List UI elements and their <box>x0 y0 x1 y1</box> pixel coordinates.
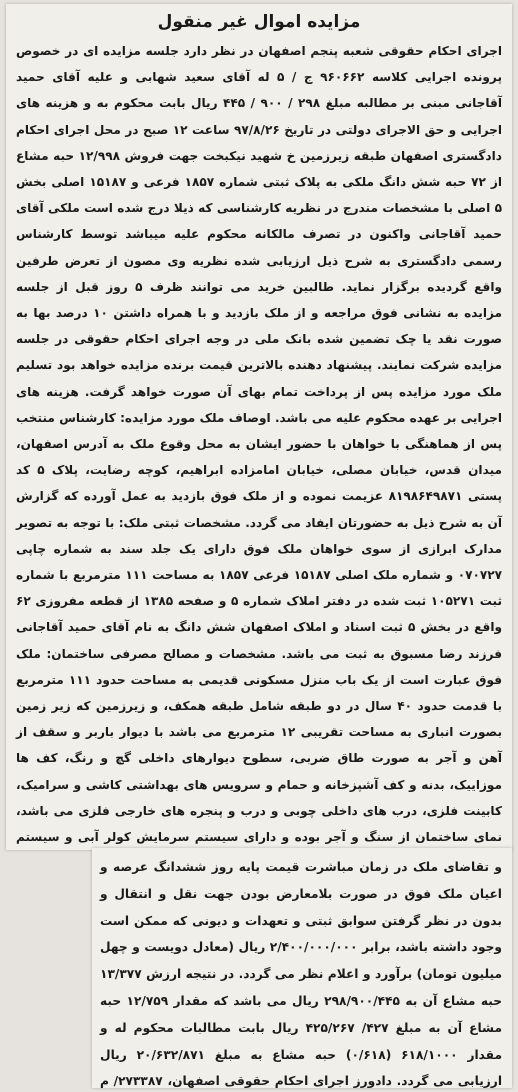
notice-body-top: اجرای احکام حقوقی شعبه پنجم اصفهان در نظر دارد جلسه مزایده ای در خصوص پرونده اجرایی کلاسه ۹۶۰۶۶۲ ج / ۵ له آقای سعید شهابی و علیه آقای حمید آقاجانی مبنی بر مطالبه مبلغ ۲۹۸ / ۹۰۰ / ۴۴۵ ریال بابت محکوم به و هزینه های اجرایی و حق الاجرای دولتی در تاریخ ۹۷/۸/۲۶ ساعت ۱۲ صبح در محل اجرای احکام دادگستری اصفهان طبقه زیرزمین خ شهید نیکبخت جهت فروش ۱۲/۹۹۸ حبه مشاع از ۷۲ حبه شش دانگ ملکی به پلاک ثبتی شماره ۱۸۵۷ فرعی و ۱۵۱۸۷ اصلی بخش ۵ اصلی با مشخصات مندرج در نظریه کارشناسی که ذیلا درج شده است ملکی آقای حمید آقاجانی واکنون در تصرف مالکانه محکوم علیه میباشد توسط کارشناس رسمی دادگستری به شرح ذیل ارزیابی شده نظریه وی مصون از تعرض طرفین واقع گردیده برگزار نماید. طالبین خرید می توانند ظرف ۵ روز قبل از جلسه مزایده به نشانی فوق مراجعه و از ملک بازدید و با همراه داشتن ۱۰ درصد بها به صورت نقد یا چک تضمین شده بانک ملی در وجه اجرای احکام حقوقی در جلسه مزایده شرکت نمایند. پیشنهاد دهنده بالاترین قیمت برنده مزایده خواهد بود تسلیم ملک مورد مزایده پس از پرداخت تمام بهای آن صورت خواهد گرفت. هزینه های اجرایی بر عهده محکوم علیه می باشد. اوصاف ملک مورد مزایده: کارشناس منتخب پس از هماهنگی با خواهان با حضور ایشان به محل وقوع ملک به آدرس اصفهان، میدان قدس، خیابان مصلی، خیابان امامزاده ابراهیم، کوچه رضایت، پلاک ۵ کد پستی ۸۱۹۸۶۴۹۸۷۱ عزیمت نموده و از ملک فوق بازدید به عمل آورده که گزارش آن به شرح ذیل به حضورتان ایفاد می گردد. مشخصات ثبتی ملک: با توجه به تصویر مدارک ابرازی از سوی خواهان ملک فوق دارای یک جلد سند به شماره چاپی ۰۷۰۷۲۷ و شماره ملک اصلی ۱۵۱۸۷ فرعی ۱۸۵۷ به مساحت ۱۱۱ مترمربع با شماره ثبت ۱۰۵۲۷۱ ثبت شده در دفتر املاک شماره ۵ و صفحه ۱۳۸۵ از قطعه مفروزی ۶۲ واقع در بخش ۵ ثبت اسناد و املاک اصفهان شش دانگ به نام آقای حمید آقاجانی فرزند رضا مسبوق به ثبت می باشد. مشخصات و مصالح مصرفی ساختمان: ملک فوق عبارت است از یک باب منزل مسکونی قدیمی به مساحت حدود ۱۱۱ مترمربع با قدمت حدود ۴۰ سال در دو طبقه شامل طبقه همکف، و زیرزمین که زیر زمین بصورت انباری به مساحت تقریبی ۱۲ مترمربع می باشد با دیوار باربر و سقف از آهن و آجر به صورت طاق ضربی، سطوح دیوارهای داخلی گچ و رنگ، کف ها موزاییک، بدنه و کف آشپزخانه و حمام و سرویس های بهداشتی کاشی و سرامیک، کابینت فلزی، درب های داخلی چوبی و درب و پنجره های خارجی فلزی می باشد، نمای ساختمان از سنگ و آجر بوده و دارای سیستم سرمایش کولر آبی و سیستم <box>16 44 503 845</box>
notice-body-bottom-text: و تقاضای ملک در زمان مباشرت قیمت پایه روز ششدانگ عرصه و اعیان ملک فوق در صورت بلامعارض بودن جهت نقل و انتقال و بدون در نظر گرفتن سوابق ثبتی و تعهدات و دیونی که ممکن است وجود داشته باشد، برابر ۲/۴۰۰/۰۰۰/۰۰۰ ریال (معادل دویست و چهل میلیون تومان) برآورد و اعلام نظر می گردد. در نتیجه ارزش ۱۳/۳۷۷ حبه مشاع آن به ۲۹۸/۹۰۰/۴۴۵ ریال می باشد که مقدار ۱۲/۷۵۹ حبه مشاع آن به مبلغ ۴۲۷/ ۴۲۵/۲۶۷ ریال بابت مطالبات محکوم له و مقدار ۶۱۸/۱۰۰۰ (۰/۶۱۸) حبه مشاع به مبلغ ۲۰/۶۳۲/۸۷۱ ریال ارزیابی می گردد. <box>100 860 503 1088</box>
notice-clipping-top <box>6 4 512 850</box>
notice-clipping-bottom <box>92 848 512 1088</box>
notice-signature: دادورز اجرای احکام حقوقی اصفهان، ۲۷۳۳۸۷/ م <box>100 1074 392 1088</box>
notice-title: مزایده اموال غیر منقول <box>157 12 361 32</box>
notice-body-bottom <box>100 854 502 1088</box>
